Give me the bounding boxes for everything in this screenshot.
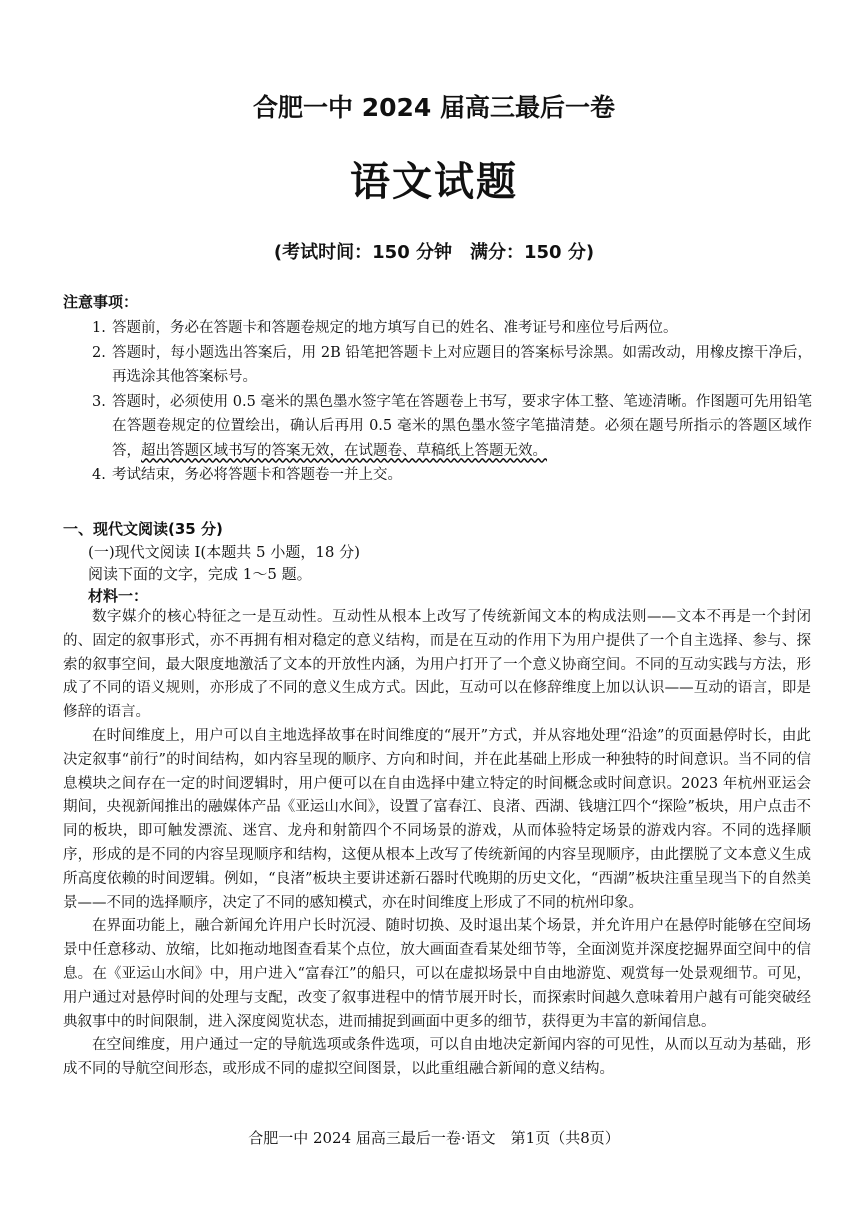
- notice-number: 3.: [92, 393, 106, 410]
- paragraph: 在空间维度，用户通过一定的导航选项或条件选项，可以自由地决定新闻内容的可见性，从而以互动为基础，形成不同的导航空间形态，或形成不同的虚拟空间图景，以此重组融合新闻的意义结构。: [63, 1037, 811, 1078]
- notice-text-part: 答题时，必须使用 0.5 毫米的黑色墨水签字笔在答题卷上书写，要求字体工整、笔迹清晰。作图题可先用铅笔在答题卷规定的位置绘出，确认后再用 0.5 毫米的黑色墨水签字笔描清楚。必须在题号所指示的答题区域作答，: [112, 393, 812, 459]
- notice-text: [112, 390, 812, 464]
- section-title: 一、现代文阅读(35 分): [63, 520, 223, 538]
- material-label: 材料一：: [88, 587, 149, 605]
- time-info: (考试时间：150 分钟 满分：150 分): [273, 242, 595, 263]
- notice-text-emphasis: 超出答题区域书写的答案无效，在试题卷、草稿纸上答题无效。: [141, 442, 547, 459]
- section-subtitle: (一)现代文阅读 I(本题共 5 小题，18 分): [88, 543, 361, 561]
- notice-item: [92, 463, 812, 488]
- notice-item: [92, 316, 812, 341]
- paragraph: 在时间维度上，用户可以自主地选择故事在时间维度的“展开”方式，并从容地处理“沿途”的页面悬停时长，由此决定叙事“前行”的时间结构，如内容呈现的顺序、方向和时间，并在此基础上形成一种独特的时间意识。当不同的信息模块之间存在一定的时间逻辑时，用户便可以在自由选择中建立特定的时间概念或时间意识。2023 年杭州亚运会期间，央视新闻推出的融媒体产品《亚运山水间》，设置了富春江、良渚、西湖、钱塘江四个“探险”板块，用户点击不同的板块，即可触发漂流、迷宫、龙舟和射箭四个不同场景的游戏，从而体验特定场景的游戏内容。不同的选择顺序，形成的是不同的内容呈现顺序和结构，这便从根本上改写了传统新闻的内容呈现顺序，由此摆脱了文本意义生成所高度依赖的时间逻辑。例如，“良渚”板块主要讲述新石器时代晚期的历史文化，“西湖”板块注重呈现当下的自然美景——不同的选择顺序，决定了不同的感知模式，亦在时间维度上形成了不同的杭州印象。: [63, 727, 811, 911]
- notice-item: [92, 341, 812, 390]
- reading-passage: [63, 606, 811, 1082]
- paragraph: 数字媒介的核心特征之一是互动性。互动性从根本上改写了传统新闻文本的构成法则——文本不再是一个封闭的、固定的叙事形式，亦不再拥有相对稳定的意义结构，而是在互动的作用下为用户提供了一个自主选择、参与、探索的叙事空间，最大限度地激活了文本的开放性内涵，为用户打开了一个意义协商空间。不同的互动实践与方法，形成了不同的语义规则，亦形成了不同的意义生成方式。因此，互动可以在修辞维度上加以认识——互动的语言，即是修辞的语言。: [63, 609, 811, 721]
- notice-number: 4.: [92, 467, 106, 483]
- subject-title: 语文试题: [350, 158, 518, 205]
- notice-list: [92, 316, 812, 488]
- notice-number: 1.: [92, 320, 106, 336]
- notice-text: 考试结束，务必将答题卡和答题卷一并上交。: [112, 467, 402, 483]
- paragraph: 在界面功能上，融合新闻允许用户长时沉浸、随时切换、及时退出某个场景，并允许用户在悬停时能够在空间场景中任意移动、放缩，比如拖动地图查看某个点位，放大画面查看某处细节等，全面浏览并深度挖掘界面空间中的信息。在《亚运山水间》中，用户进入“富春江”的船只，可以在虚拟场景中自由地游览、观赏每一处景观细节。可见，用户通过对悬停时间的处理与支配，改变了叙事进程中的情节展开时长，而探索时间越久意味着用户越有可能突破经典叙事中的时间限制，进入深度阅览状态，进而捕捉到画面中更多的细节，获得更为丰富的新闻信息。: [63, 918, 811, 1030]
- exam-title: 合肥一中 2024 届高三最后一卷: [253, 93, 615, 122]
- section-instruction: 阅读下面的文字，完成 1～5 题。: [88, 565, 312, 583]
- page-footer: 合肥一中 2024 届高三最后一卷·语文 第1页（共8页）: [248, 1129, 620, 1147]
- notice-heading: 注意事项：: [63, 293, 139, 311]
- notice-text: 答题前，务必在答题卡和答题卷规定的地方填写自已的姓名、准考证号和座位号后两位。: [112, 320, 678, 336]
- notice-item: [92, 390, 812, 464]
- notice-number: 2.: [92, 344, 106, 361]
- notice-text: 答题时，每小题选出答案后，用 2B 铅笔把答题卡上对应题目的答案标号涂黑。如需改动，用橡皮擦干净后，再选涂其他答案标号。: [112, 344, 812, 385]
